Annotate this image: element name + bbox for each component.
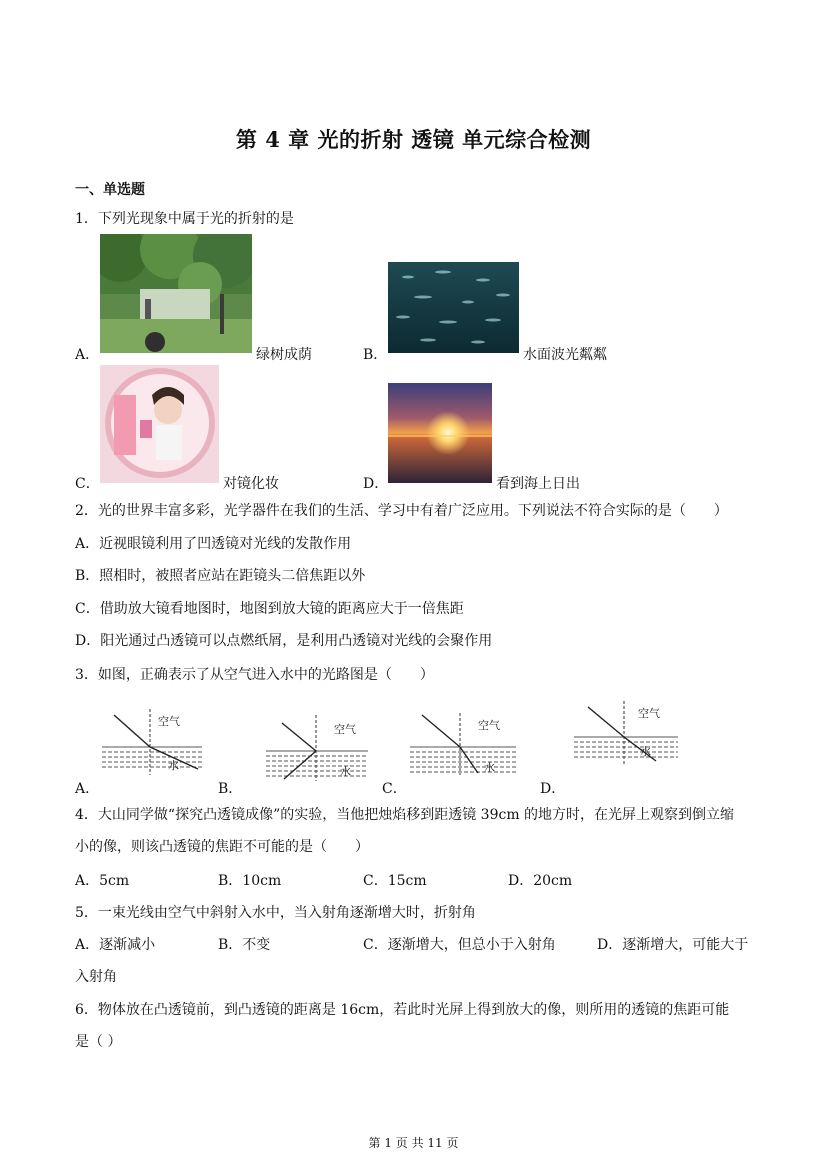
q1-option-c-text: 对镜化妆 xyxy=(223,476,279,492)
q5-option-b: B．不变 xyxy=(218,937,271,953)
q2-option-c: C．借助放大镜看地图时，地图到放大镜的距离应大于一倍焦距 xyxy=(75,601,464,617)
trees-image xyxy=(100,234,252,353)
q3-a-air-label: 空气 xyxy=(158,715,180,728)
mirror-image xyxy=(100,365,219,483)
question-1-stem: 1．下列光现象中属于光的折射的是 xyxy=(75,211,294,227)
q3-option-a-label: A． xyxy=(75,781,100,797)
q3-a-water-label: 水 xyxy=(168,759,179,772)
q3-c-water-label: 水 xyxy=(484,761,495,774)
question-3-stem: 3．如图，正确表示了从空气进入水中的光路图是（ ） xyxy=(75,667,434,683)
q1-option-c-letter: C． xyxy=(75,476,100,492)
q4-option-a: A．5cm xyxy=(75,873,130,889)
q3-b-water-label: 水 xyxy=(340,765,351,778)
q3-option-c-label: C． xyxy=(382,781,407,797)
q2-option-b: B．照相时，被照者应站在距镜头二倍焦距以外 xyxy=(75,568,366,584)
question-2-stem: 2．光的世界丰富多彩，光学器件在我们的生活、学习中有着广泛应用。下列说法不符合实际的是（ ） xyxy=(75,503,728,519)
q2-option-a: A．近视眼镜利用了凹透镜对光线的发散作用 xyxy=(75,536,352,552)
q3-d-air-label: 空气 xyxy=(638,707,660,720)
q3-diagram-a xyxy=(100,703,204,778)
page-title: 第 4 章 光的折射 透镜 单元综合检测 xyxy=(235,127,592,152)
question-4-stem-line1: 4．大山同学做“探究凸透镜成像”的实验，当他把烛焰移到距透镜 39cm 的地方时，在光屏上观察到倒立缩 xyxy=(75,807,735,823)
q4-option-b: B．10cm xyxy=(218,873,282,889)
q1-option-d-text: 看到海上日出 xyxy=(496,476,580,492)
question-4-stem-line2: 小的像，则该凸透镜的焦距不可能的是（ ） xyxy=(75,839,369,855)
q3-c-air-label: 空气 xyxy=(478,719,500,732)
q4-option-c: C．15cm xyxy=(363,873,427,889)
q3-option-b-label: B． xyxy=(218,781,243,797)
q5-option-d-continued: 入射角 xyxy=(75,969,117,985)
question-5-stem: 5．一束光线由空气中斜射入水中，当入射角逐渐增大时，折射角 xyxy=(75,905,476,921)
page-footer: 第 1 页 共 11 页 xyxy=(368,1136,459,1150)
q1-option-a-letter: A． xyxy=(75,347,100,363)
q5-option-c: C．逐渐增大，但总小于入射角 xyxy=(363,937,556,953)
q3-option-d-label: D． xyxy=(540,781,566,797)
question-6-stem-line2: 是（ ） xyxy=(75,1034,122,1050)
water-image xyxy=(388,262,519,353)
q5-option-a: A．逐渐减小 xyxy=(75,937,156,953)
q4-option-d: D．20cm xyxy=(508,873,573,889)
q3-diagram-b xyxy=(264,711,370,783)
q3-d-water-label: 水 xyxy=(640,745,651,758)
q1-option-a-text: 绿树成荫 xyxy=(256,347,312,363)
question-6-stem-line1: 6．物体放在凸透镜前，到凸透镜的距离是 16cm，若此时光屏上得到放大的像，则所用的透镜的焦距可能 xyxy=(75,1002,730,1018)
sunrise-image xyxy=(388,383,492,483)
q1-option-d-letter: D． xyxy=(363,476,389,492)
q1-option-b-letter: B． xyxy=(363,347,388,363)
section-heading: 一、单选题 xyxy=(75,182,145,198)
q3-b-air-label: 空气 xyxy=(334,723,356,736)
q2-option-d: D．阳光通过凸透镜可以点燃纸屑，是利用凸透镜对光线的会聚作用 xyxy=(75,633,493,649)
q3-diagram-c xyxy=(408,709,518,777)
q5-option-d: D．逐渐增大，可能大于 xyxy=(597,937,749,953)
q1-option-b-text: 水面波光粼粼 xyxy=(523,347,607,363)
q3-diagram-d xyxy=(572,699,680,767)
